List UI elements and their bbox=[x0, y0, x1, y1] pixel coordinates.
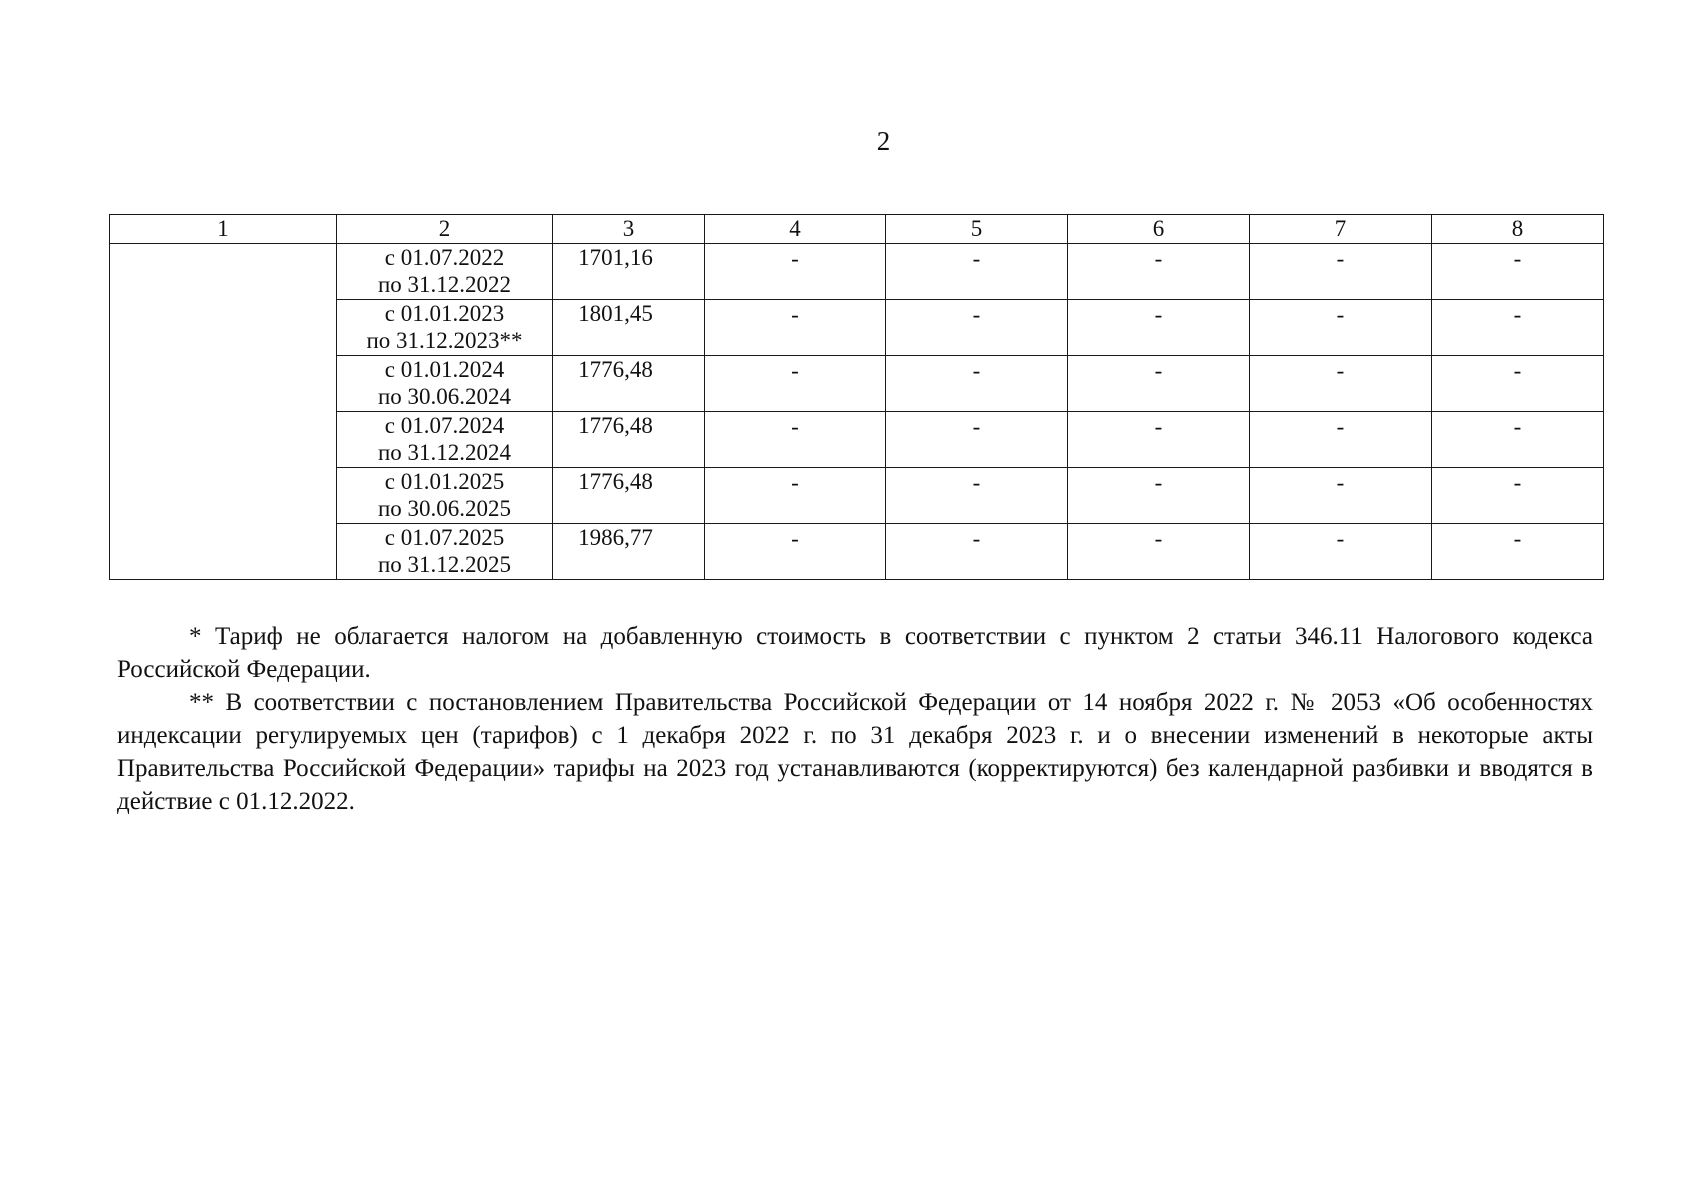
dash-cell: - bbox=[1432, 300, 1604, 356]
dash-cell: - bbox=[1432, 524, 1604, 580]
period-to: по 31.12.2024 bbox=[377, 440, 512, 465]
period-to: по 31.12.2022 bbox=[377, 272, 512, 297]
dash-cell: - bbox=[1432, 412, 1604, 468]
dash-cell: - bbox=[1250, 356, 1432, 412]
dash-cell: - bbox=[1250, 524, 1432, 580]
tariff-value: 1801,45 bbox=[553, 300, 705, 356]
dash-cell: - bbox=[705, 468, 886, 524]
dash-cell: - bbox=[886, 468, 1068, 524]
period-from: с 01.07.2025 bbox=[384, 525, 505, 550]
column-header: 5 bbox=[886, 215, 1068, 244]
footnotes bbox=[117, 620, 1593, 818]
merged-empty-cell bbox=[110, 244, 337, 580]
tariff-value: 1986,77 bbox=[553, 524, 705, 580]
period-cell bbox=[337, 356, 553, 412]
period-from: с 01.01.2023 bbox=[384, 301, 505, 326]
dash-cell: - bbox=[1068, 244, 1250, 300]
period-cell bbox=[337, 244, 553, 300]
dash-cell: - bbox=[1250, 244, 1432, 300]
table-header-row bbox=[110, 215, 1604, 244]
period-from: с 01.01.2025 bbox=[384, 469, 505, 494]
period-from: с 01.07.2024 bbox=[384, 413, 505, 438]
period-cell bbox=[337, 300, 553, 356]
column-header: 4 bbox=[705, 215, 886, 244]
table-row bbox=[110, 244, 1604, 300]
tariff-table bbox=[109, 214, 1604, 580]
dash-cell: - bbox=[1068, 356, 1250, 412]
footnote-decree: ** В соответствии с постановлением Правительства Российской Федерации от 14 ноября 2022 г. № 2053 «Об особенностях индексации регулируемых цен (тарифов) с 1 декабря 2022 г. по 31 декабря 2023 г. и о внесении изменений в некоторые акты Правительства Российской Федерации» тарифы на 2023 год устанавливаются (корректируются) без календарной разбивки и вводятся в действие с 01.12.2022. bbox=[117, 689, 1593, 815]
column-header: 6 bbox=[1068, 215, 1250, 244]
dash-cell: - bbox=[886, 356, 1068, 412]
column-header: 7 bbox=[1250, 215, 1432, 244]
column-header: 8 bbox=[1432, 215, 1604, 244]
period-to: по 30.06.2024 bbox=[377, 384, 512, 409]
dash-cell: - bbox=[886, 524, 1068, 580]
dash-cell: - bbox=[705, 524, 886, 580]
tariff-value: 1776,48 bbox=[553, 468, 705, 524]
page-number: 2 bbox=[876, 126, 891, 156]
period-cell bbox=[337, 412, 553, 468]
period-to: по 31.12.2025 bbox=[377, 552, 512, 577]
dash-cell: - bbox=[1068, 412, 1250, 468]
dash-cell: - bbox=[705, 356, 886, 412]
dash-cell: - bbox=[1432, 468, 1604, 524]
dash-cell: - bbox=[705, 300, 886, 356]
dash-cell: - bbox=[705, 244, 886, 300]
column-header: 1 bbox=[110, 215, 337, 244]
dash-cell: - bbox=[1250, 412, 1432, 468]
dash-cell: - bbox=[1068, 300, 1250, 356]
dash-cell: - bbox=[705, 412, 886, 468]
dash-cell: - bbox=[1432, 244, 1604, 300]
tariff-value: 1776,48 bbox=[553, 412, 705, 468]
period-from: с 01.01.2024 bbox=[384, 357, 505, 382]
column-header: 3 bbox=[553, 215, 705, 244]
dash-cell: - bbox=[1068, 468, 1250, 524]
dash-cell: - bbox=[1250, 468, 1432, 524]
period-cell bbox=[337, 524, 553, 580]
dash-cell: - bbox=[1432, 356, 1604, 412]
dash-cell: - bbox=[886, 300, 1068, 356]
period-to: по 31.12.2023** bbox=[366, 328, 523, 353]
period-cell bbox=[337, 468, 553, 524]
tariff-value: 1701,16 bbox=[553, 244, 705, 300]
period-from: с 01.07.2022 bbox=[384, 245, 505, 270]
dash-cell: - bbox=[1250, 300, 1432, 356]
tariff-value: 1776,48 bbox=[553, 356, 705, 412]
footnote-vat: * Тариф не облагается налогом на добавленную стоимость в соответствии с пунктом 2 статьи 346.11 Налогового кодекса Российской Федерации. bbox=[117, 623, 1593, 683]
column-header: 2 bbox=[337, 215, 553, 244]
dash-cell: - bbox=[1068, 524, 1250, 580]
dash-cell: - bbox=[886, 244, 1068, 300]
period-to: по 30.06.2025 bbox=[377, 496, 512, 521]
dash-cell: - bbox=[886, 412, 1068, 468]
